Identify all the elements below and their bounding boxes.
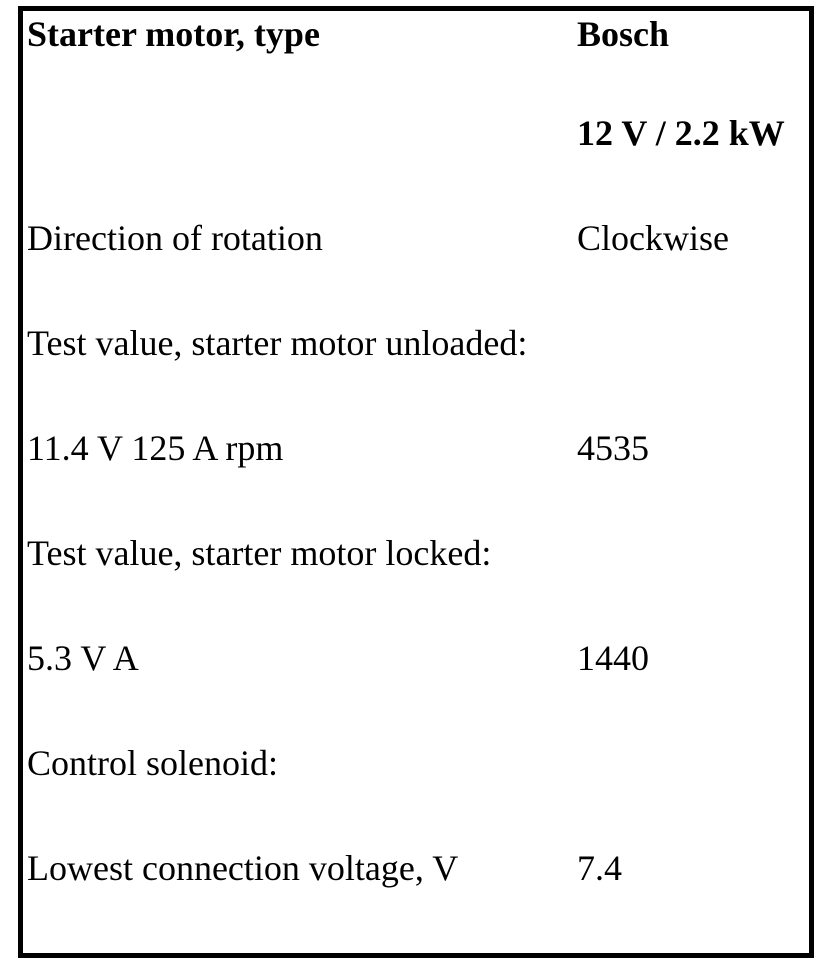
row-value: 4535 (577, 428, 649, 468)
row-lowest-connection-voltage (27, 846, 817, 890)
row-value: 1440 (577, 638, 649, 678)
row-label: 5.3 V A (27, 638, 139, 678)
row-label: Direction of rotation (27, 218, 323, 258)
row-control-solenoid-heading (27, 741, 817, 785)
row-test-locked-heading (27, 531, 817, 575)
row-value: Clockwise (577, 218, 729, 258)
row-locked-values (27, 636, 817, 680)
row-label: 11.4 V 125 A rpm (27, 428, 284, 468)
row-label: Lowest connection voltage, V (27, 848, 459, 888)
row-label: Test value, starter motor locked: (27, 533, 492, 573)
row-unloaded-values (27, 426, 817, 470)
row-value: 12 V / 2.2 kW (577, 113, 785, 153)
row-starter-motor-type (27, 12, 817, 56)
row-value: 7.4 (577, 848, 622, 888)
row-test-unloaded-heading (27, 321, 817, 365)
row-label: Test value, starter motor unloaded: (27, 323, 528, 363)
row-value: Bosch (577, 14, 670, 54)
row-label: Control solenoid: (27, 743, 278, 783)
row-direction-of-rotation (27, 216, 817, 260)
row-label: Starter motor, type (27, 14, 320, 54)
row-rating (27, 111, 817, 155)
